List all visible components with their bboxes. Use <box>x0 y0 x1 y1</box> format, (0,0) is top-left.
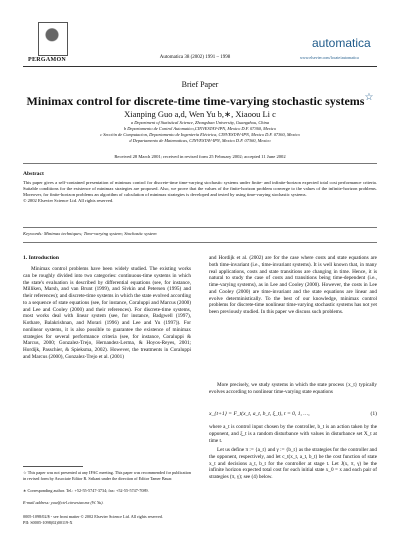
journal-website-link[interactable]: www.elsevier.com/locate/automatica <box>300 55 359 60</box>
received-dates: Received 28 March 2001; received in revised form 25 February 2002; accepted 11 June 2002 <box>114 154 286 159</box>
intro-right-column-p3: where a_t is control input chosen by the controller, b_t is an action taken by the opponent, and ξ_t is a random disturbance with values in disturbance set X_t at time t. <box>209 424 377 444</box>
abstract-text: This paper gives a self-contained presentation of minimax control for discrete-time time-varying stochastic systems under finite- and infinite-horizon expected total cost performance criteria. Suitable conditions for the existence of minimax strategies are proposed. Also, we prove that the values of the finite-horizon problem converge to the values of the infinite-horizon problems. Moreover, for finite-horizon problems an algorithm of calculation of minimax strategies is developed and tested by using time-varying stochastic systems. <box>23 180 377 198</box>
intro-right-column-p2: More precisely, we study systems in which the state process {x_t} typically evolves according to nonlinear time-varying state equations <box>209 382 377 395</box>
author-list: Xianping Guo a,d, Wen Yu b,∗, Xiaoou Li c <box>124 109 276 119</box>
tree-icon <box>44 26 60 48</box>
footnote-rule <box>23 466 83 467</box>
journal-citation: Automatica 38 (2002) 1991 – 1998 <box>159 55 231 60</box>
article-type: Brief Paper <box>181 80 219 89</box>
intro-right-column-p4: Let us define π := {a_t} and γ := {b_t} as the strategies for the controller and the opponent, respectively, and let c_t(x_t, a_t, b_t) be the cost function of state x_t and decisions a_t, b_t for the controller at stage t. Let J(x, π, γ) be the infinite horizon expected total cost for each initial state x_0 = x and each pair of strategies (π, γ); see (4) below. <box>209 447 377 480</box>
section-heading: 1. Introduction <box>23 255 59 261</box>
footnote-star: ☆ This paper was not presented at any IFAC meeting. This paper was recommended for publication in revised form by Associate Editor R. Srikant under the direction of Editor Tamer Basar. <box>23 470 191 481</box>
equation-body: x_{t+1} = F_t(x_t, a_t, b_t, ξ_t), t = 0, 1, …, <box>209 411 310 417</box>
keywords: Keywords: Minimax techniques; Time-varying system; Stochastic system <box>23 231 157 236</box>
affiliation-d: d Departamento de Matematicas, CINVESTAV-IPN, Mexico D.F. 07360, Mexico <box>129 138 271 143</box>
journal-brand: automatica <box>312 36 371 50</box>
abstract-bottom-rule <box>23 227 377 228</box>
intro-right-column-p1: and Hordijk et al. (2002) are for the case where costs and state equations are both time-invariant (i.e., time-invariant systems). It is well known that, in many real applications, costs and state transitions are changing in time. Hence, it is natural to study the case of costs and transitions being time-dependent (i.e., time-varying systems), as in Lee and Cooley (2000). However, the costs in Lee and Cooley (2000) are time-invariant and the state equations are linear and evolve deterministically. To the best of our knowledge, minimax control problems for discrete-time nonlinear time-varying stochastic systems has not yet been previously studied. In this paper we discuss such problems. <box>209 255 377 315</box>
abstract-top-rule <box>23 163 377 164</box>
footnote-email[interactable]: E-mail address: yuw@ctrl.cinvestav.mx (W. Yu). <box>23 500 104 505</box>
abstract-heading: Abstract <box>23 171 44 177</box>
publisher-name: PERGAMON <box>28 57 67 63</box>
paper-title-text: Minimax control for discrete-time time-varying stochastic systems <box>26 94 365 108</box>
footnote-corresponding: ∗ Corresponding author. Tel.: +52-55-5747-3734; fax: +52-55-5747-7089. <box>23 488 149 493</box>
keywords-rule <box>23 242 377 243</box>
equation-1 <box>209 411 377 417</box>
abstract-copyright: © 2002 Elsevier Science Ltd. All rights reserved. <box>23 198 114 204</box>
header-rule <box>23 66 377 67</box>
copyright-line: 0005-1098/02/$ - see front matter © 2002 Elsevier Science Ltd. All rights reserved. <box>23 514 163 519</box>
paper-title <box>0 92 400 109</box>
affiliation-a: a Department of Statistical Science, Zhongshan University, Guangzhou, China <box>130 120 270 125</box>
abstract-body <box>23 180 377 204</box>
intro-left-column: Minimax control problems have been widely studied. The existing works can be roughly divided into two categories: continuous-time systems in which the state's evaluation is described by differential equations (see, for instance, Milliken, Marsh, and van Brunt (1999), and Sivkin and Petersen (1995) and their references); and discrete-time systems in which the state evolved according to a sequence of state equations (see, for instance, Coraluppi and Marcus (2000) and Lee and Cooley (2000) and their references). For discrete-time systems, most works deal with linear system (see, for instance, Badgwell (1997), Kothare, Balakrishnan, and Morari (1996) and Lee and Yu (1997)). For nonlinear systems, it is also possible to guarantee the existence of minimax strategies for several performance criteria (see, for instance, Coraluppi & Marcus, 2000; Gonzalez-Trejo, Hernandez-Lerma, & Hoyos-Reyes, 2001; Hordijk, Passchier, & Spieksma, 2002). However, the treatments in Coraluppi and Marcus (2000), Gonzalez-Trejo et al. (2001) <box>23 266 191 360</box>
affiliation-c: c Sección de Computacion, Departamento de Ingeniería Eléctrica, CINVESTAV-IPN, Mexico D.F. 07360, Mexico <box>100 132 300 137</box>
pii-line: PII: S0005-1098(02)00119-X <box>23 520 73 525</box>
equation-number: (1) <box>370 411 377 417</box>
title-footnote-mark[interactable]: ☆ <box>364 92 374 103</box>
affiliation-b: b Departamento de Control Automatico,CINVESTAV-IPN, Mexico D.F. 07360, Mexico <box>123 126 277 131</box>
